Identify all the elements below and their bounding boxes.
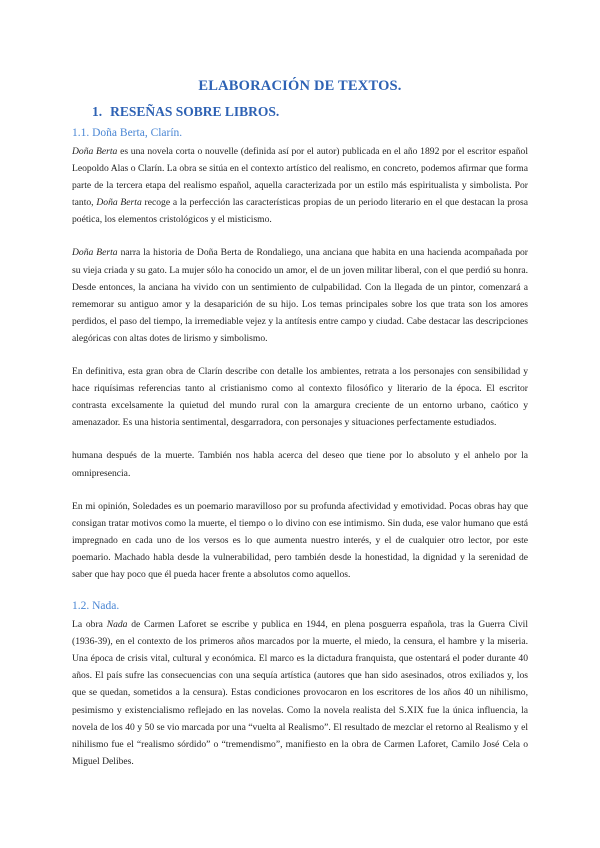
- document-page: [72, 76, 528, 770]
- paragraph-dona-berta-plot: Doña Berta narra la historia de Doña Berta de Rondaliego, una anciana que habita en una hacienda acompañada por su vieja criada y su gato. La mujer sólo ha conocido un amor, el de un joven militar liberal, con el que perdió su honra. Desde entonces, la anciana ha vivido con un sentimiento de culpabilidad. Con la llegada de un pintor, comenzará a rememorar su antiguo amor y la desaparición de su hijo. Los temas principales sobre los que trata son los amores perdidos, el paso del tiempo, la irremediable vejez y la antítesis entre campo y ciudad. Cabe destacar las descripciones alegóricas con altas dotes de lirismo y simbolismo.: [72, 247, 528, 344]
- book-title-italic: Nada: [106, 619, 128, 631]
- subsection-heading-nada: 1.2. Nada.: [72, 600, 120, 613]
- book-title-italic: Doña Berta: [96, 197, 142, 209]
- section-title: RESEÑAS SOBRE LIBROS.: [110, 104, 280, 119]
- paragraph-nada-context: La obra Nada de Carmen Laforet se escribe y publica en 1944, en plena posguerra española, tras la Guerra Civil (1936-39), en el contexto de los primeros años marcados por la muerte, el miedo, la censura, el hambre y la miseria. Una época de crisis vital, cultural y económica. El marco es la dictadura franquista, que ostentará el poder durante 40 años. El país sufre las consecuencias con una sequía artística (autores que han sido asesinados, otros exiliados y, los que se quedan, sometidos a la censura). Estas condiciones provocaron en los escritores de los años 40 un nihilismo, pesimismo y existencialismo reflejado en las novelas. Como la novela realista del S.XIX fue la única influencia, la novela de los 40 y 50 se vio marcada por una “vuelta al Realismo”. El resultado de mezclar el retorno al Realismo y el nihilismo fue el “realismo sórdido” o “tremendismo”, manifiesto en la obra de Carmen Laforet, Camilo José Cela o Miguel Delibes.: [72, 619, 529, 767]
- document-title: ELABORACIÓN DE TEXTOS.: [198, 78, 402, 94]
- paragraph-dona-berta-intro: Doña Berta es una novela corta o nouvelle (definida así por el autor) publicada en el año 1892 por el escritor español Leopoldo Alas o Clarín. La obra se sitúa en el contexto artístico del realismo, en concreto, podemos afirmar que forma parte de la tercera etapa del realismo español, aquella caracterizada por un estilo más espiritualista y simbolista. Por tanto, Doña Berta recoge a la perfección las características propias de un periodo literario en el que destacan la prosa poética, los elementos cristológicos y el misticismo.: [72, 146, 528, 226]
- paragraph-soledades-opinion: En mi opinión, Soledades es un poemario maravilloso por su profunda afectividad y emotividad. Pocas obras hay que consigan tratar motivos como la muerte, el tiempo o lo divino con ese intimismo. Sin duda, ese valor humano que está impregnado en cada uno de los versos es lo que aumenta nuestro interés, y el de cualquier otro lector, por este poemario. Machado habla desde la vulnerabilidad, pero también desde la honestidad, la dignidad y la serenidad de saber que hay poco que él pueda hacer frente a absolutos como aquellos.: [72, 500, 528, 580]
- book-title-italic: Doña Berta: [72, 146, 118, 157]
- section-heading-resenas: [92, 102, 528, 122]
- section-number: 1.: [92, 104, 103, 119]
- book-title-italic: Doña Berta: [72, 247, 118, 259]
- paragraph-dona-berta-conclusion: En definitiva, esta gran obra de Clarín describe con detalle los ambientes, retrata a los personajes con sensibilidad y hace riquísimas referencias tanto al cristianismo como al contexto filosófico y literario de la época. El escritor contrasta excelsamente la quietud del mundo rural con la amargura creciente de un entorno urbano, caótico y amenazador. Es una historia sentimental, desgarradora, con personajes y situaciones perfectamente estudiados.: [72, 366, 528, 429]
- subsection-heading-dona-berta: 1.1. Doña Berta, Clarín.: [72, 127, 183, 139]
- paragraph-soledades-fragment: humana después de la muerte. También nos habla acerca del deseo que tiene por lo absoluto y el anhelo por la omnipresencia.: [72, 450, 528, 479]
